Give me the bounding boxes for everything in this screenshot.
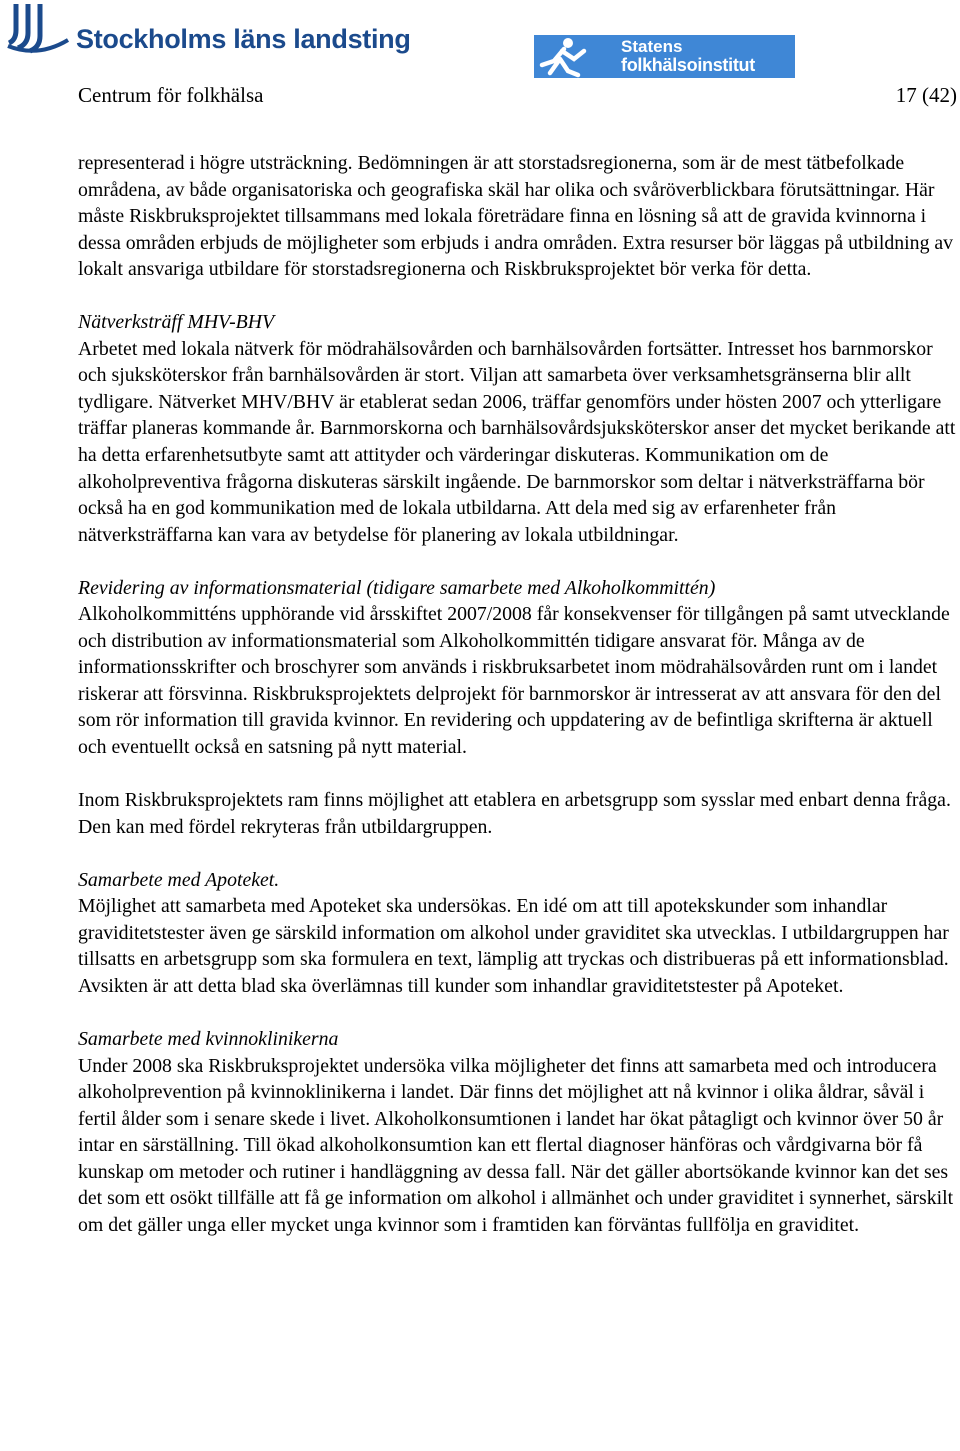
institute-name-line2: folkhälsoinstitut — [621, 55, 755, 75]
section-kvinnoklinikerna — [78, 1026, 958, 1238]
paragraph-text: Möjlighet att samarbeta med Apoteket ska undersökas. En idé om att till apotekskunder som inhandlar graviditetstester även ge särskild information om alkohol under graviditet ska utvecklas. I utbildargruppen har tillsatts en arbetsgrupp som ska formulera en text, lämplig att tryckas och distribueras på ett informationsblad. Avsikten är att detta blad ska överlämnas till kunder som inhandlar graviditetstester på Apoteket. — [78, 895, 949, 997]
section-apoteket — [78, 867, 958, 1000]
paragraph-arbetsgrupp — [78, 787, 958, 840]
page-header — [0, 0, 960, 110]
org-name: Stockholms läns landsting — [76, 24, 411, 54]
section-revidering — [78, 575, 958, 761]
fhi-logo — [534, 35, 795, 78]
paragraph-text: Arbetet med lokala nätverk för mödrahälsovården och barnhälsovården fortsätter. Intresset hos barnmorskor och sjuksköterskor från barnhälsovården är stort. Viljan att samarbeta över verksamhetsgränserna blir allt tydligare. Nätverket MHV/BHV är etablerat sedan 2006, träffar genomförs under hösten 2007 och ytterligare träffar planeras kommande år. Barnmorskorna och barnhälsovårdsjuksköterskor anser det mycket berikande att ha detta erfarenhetsutbyte samt att attityder och värderingar diskuteras. Kommunikation om de alkoholpreventiva frågorna diskuteras särskilt ingående. De barnmorskor som deltar i nätverksträffarna bör också ha en god kommunikation med de lokala utbildarna. Att dela med sig av erfarenheter från nätverksträffarna kan vara av betydelse för planering av lokala utbildningar. — [78, 337, 956, 546]
section-heading: Samarbete med kvinnoklinikerna — [78, 1028, 339, 1051]
runner-icon — [534, 35, 614, 78]
section-heading: Revidering av informationsmaterial (tidigare samarbete med Alkoholkommittén) — [78, 576, 716, 599]
section-natverkstraff — [78, 309, 958, 548]
section-heading: Samarbete med Apoteket. — [78, 868, 280, 891]
section-heading: Nätverksträff MHV-BHV — [78, 311, 275, 334]
paragraph-text: Under 2008 ska Riskbruksprojektet undersöka vilka möjligheter det finns att samarbeta med och introducera alkoholprevention på kvinnoklinikerna i landet. Där finns det möjlighet att nå kvinnor i olika åldrar, såväl i fertil ålder som i senare skede i livet. Alkoholkonsumtionen i landet har ökat påtagligt och kvinnor över 50 år intar en särställning. Till ökad alkoholkonsumtion kan ett flertal diagnoser hänföras och vårdgivarna bör få kunskap om metoder och rutiner i handläggning av dessa fall. När det gäller abortsökande kvinnor kan det ses det som ett osökt tillfälle att få ge information om alkohol i allmänhet och under graviditet i synnerhet, särskilt om det gäller unga eller mycket unga kvinnor som i framtiden kan förväntas fullfölja en graviditet. — [78, 1054, 954, 1236]
paragraph-intro — [78, 150, 958, 283]
paragraph-text: Alkoholkommitténs upphörande vid årsskiftet 2007/2008 får konsekvenser för tillgången på samt utvecklande och distribution av informationsmaterial som Alkoholkommittén tidigare ansvarat för. Många av de informationsskrifter och broschyrer som används i riskbruksarbetet inom mödrahälsovården runt om i landet riskerar att försvinna. Riskbruksprojektets delprojekt för barnmorskor är intresserat av att ansvara för den del som rör information till gravida kvinnor. En revidering och uppdatering av de befintliga skrifterna är aktuell och eventuellt också en satsning på nytt material. — [78, 603, 950, 759]
page-number: 17 (42) — [895, 83, 957, 107]
paragraph-text: Inom Riskbruksprojektets ram finns möjlighet att etablera en arbetsgrupp som sysslar med enbart denna fråga. Den kan med fördel rekryteras från utbildargruppen. — [78, 789, 951, 838]
department-name: Centrum för folkhälsa — [78, 83, 264, 107]
institute-name-line1: Statens — [621, 37, 683, 56]
paragraph-text: representerad i högre utsträckning. Bedömningen är att storstadsregionerna, som är de mest tätbefolkade områdena, av både organisatoriska och geografiska skäl har olika och svåröverblickbara förutsättningar. Här måste Riskbruksprojektet tillsammans med lokala företrädare finna en lösning så att de gravida kvinnorna i dessa områden erbjuds de möjligheter som erbjuds i andra områden. Extra resurser bör läggas på utbildning av lokalt ansvariga utbildare för storstadsregionerna och Riskbruksprojektet bör verka för detta. — [78, 152, 954, 281]
sll-logo-icon — [6, 2, 72, 54]
document-body — [78, 150, 958, 1265]
